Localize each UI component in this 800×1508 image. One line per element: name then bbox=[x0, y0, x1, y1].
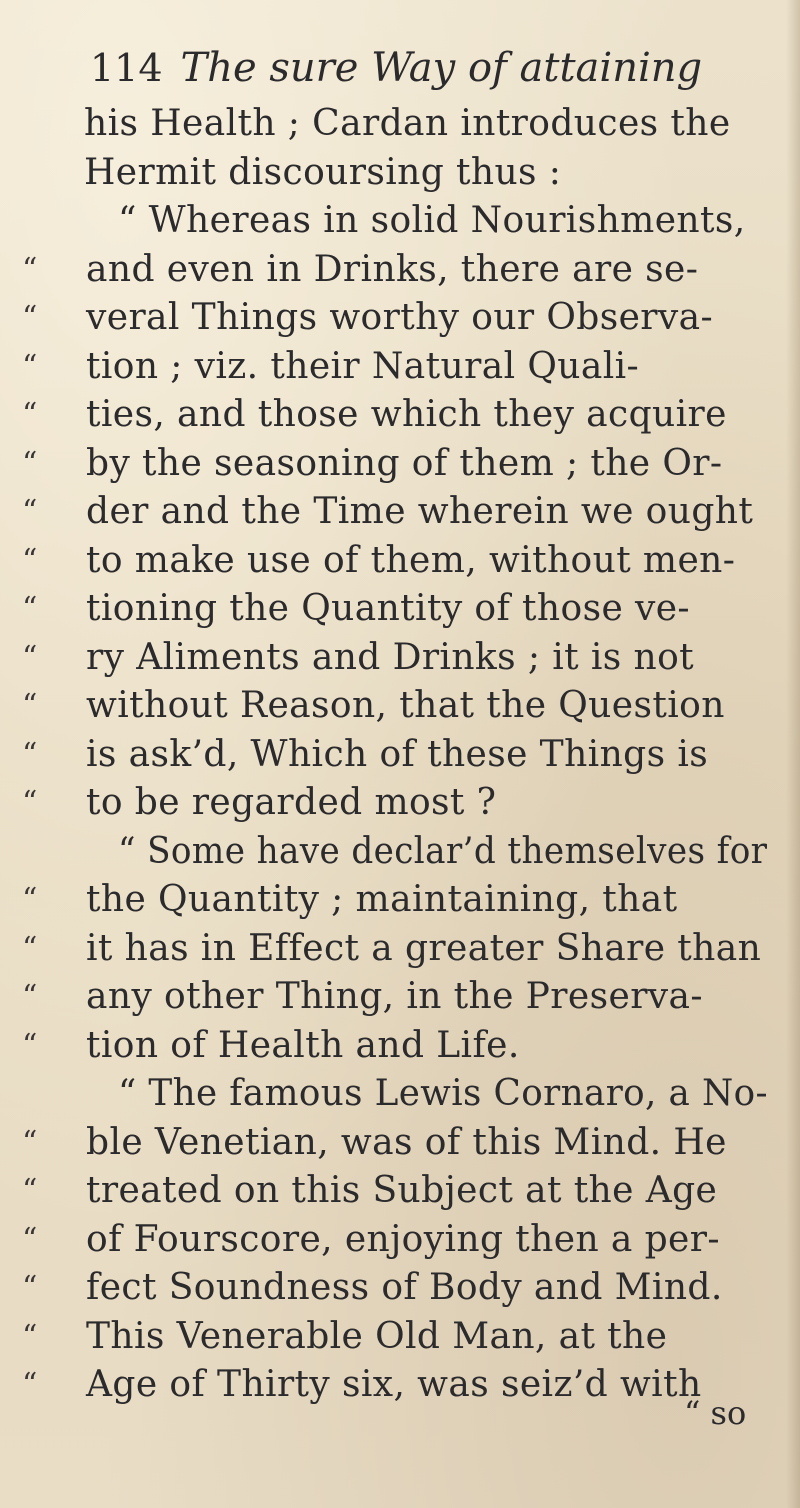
margin-quote-mark: “ bbox=[22, 1367, 38, 1402]
margin-quote-mark: “ bbox=[22, 300, 38, 335]
margin-quote-mark: “ bbox=[22, 882, 38, 917]
margin-quote-mark: “ bbox=[22, 930, 38, 966]
text-line: to make use of them, without men- bbox=[86, 539, 736, 581]
text-line: any other Thing, in the Preserva- bbox=[86, 976, 703, 1017]
text-line: tioning the Quantity of those ve- bbox=[86, 588, 691, 629]
margin-quote-mark: “ bbox=[22, 591, 38, 626]
text-line: “ Whereas in solid Nourishments, bbox=[118, 200, 746, 241]
catchword: “ so bbox=[684, 1394, 747, 1432]
text-line: his Health ; Cardan introduces the bbox=[84, 103, 731, 144]
page-number: 114 bbox=[90, 46, 163, 90]
margin-quote-mark: “ bbox=[22, 348, 38, 384]
page-edge-shadow bbox=[786, 0, 800, 1508]
text-line: tion ; viz. their Natural Quali- bbox=[86, 345, 640, 387]
text-line: ble Venetian, was of this Mind. He bbox=[86, 1121, 727, 1163]
margin-quote-mark: “ bbox=[22, 785, 38, 820]
text-line: fect Soundness of Body and Mind. bbox=[86, 1267, 723, 1308]
margin-quote-mark: “ bbox=[22, 542, 38, 578]
text-line: and even in Drinks, there are se- bbox=[86, 248, 699, 290]
text-line: ties, and those which they acquire bbox=[86, 394, 727, 435]
text-line: treated on this Subject at the Age bbox=[86, 1170, 718, 1211]
text-line: “ The famous Lewis Cornaro, a No- bbox=[118, 1073, 769, 1114]
margin-quote-mark: “ bbox=[22, 1027, 38, 1063]
text-line: is ask’d, Which of these Things is bbox=[86, 733, 709, 775]
margin-quote-mark: “ bbox=[22, 688, 38, 723]
margin-quote-mark: “ bbox=[22, 639, 38, 675]
text-line: veral Things worthy our Observa- bbox=[86, 297, 714, 338]
text-line: “ Some have declar’d themselves for bbox=[118, 830, 768, 872]
running-head bbox=[90, 40, 770, 96]
margin-quote-mark: “ bbox=[22, 979, 38, 1014]
margin-quote-mark: “ bbox=[22, 1173, 38, 1208]
margin-quote-mark: “ bbox=[22, 397, 38, 432]
text-line: the Quantity ; maintaining, that bbox=[86, 879, 678, 920]
text-line: This Venerable Old Man, at the bbox=[86, 1315, 668, 1357]
text-line: without Reason, that the Question bbox=[86, 685, 725, 726]
text-line: Hermit discoursing thus : bbox=[84, 151, 562, 193]
margin-quote-mark: “ bbox=[22, 1124, 38, 1160]
margin-quote-mark: “ bbox=[22, 494, 38, 529]
margin-quote-mark: “ bbox=[22, 251, 38, 287]
margin-quote-mark: “ bbox=[22, 1318, 38, 1354]
text-line: to be regarded most ? bbox=[86, 782, 497, 823]
margin-quote-mark: “ bbox=[22, 1270, 38, 1305]
text-line: tion of Health and Life. bbox=[86, 1024, 520, 1066]
text-line: Age of Thirty six, was seiz’d with bbox=[86, 1364, 702, 1405]
margin-quote-mark: “ bbox=[22, 445, 38, 481]
text-line: it has in Effect a greater Share than bbox=[86, 927, 762, 969]
running-head-title: The sure Way of attaining bbox=[180, 45, 703, 91]
margin-quote-mark: “ bbox=[22, 736, 38, 772]
text-line: by the seasoning of them ; the Or- bbox=[86, 442, 723, 484]
text-line: of Fourscore, enjoying then a per- bbox=[86, 1218, 720, 1260]
text-line: der and the Time wherein we ought bbox=[86, 491, 754, 532]
margin-quote-mark: “ bbox=[22, 1221, 38, 1257]
text-line: ry Aliments and Drinks ; it is not bbox=[86, 636, 695, 678]
